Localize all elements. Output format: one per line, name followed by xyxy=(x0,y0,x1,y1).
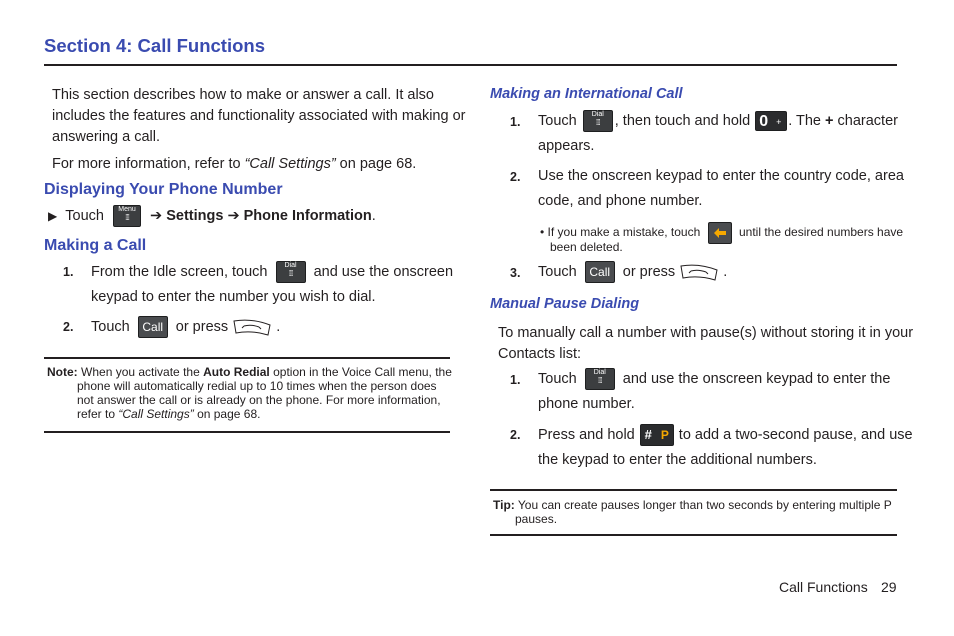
step-number: 1. xyxy=(510,373,521,387)
footer-page-number: 29 xyxy=(881,579,897,595)
international-sub-bullet-cont: been deleted. xyxy=(550,240,623,254)
step-number: 1. xyxy=(63,265,74,279)
international-step1: Touch Dial ⁞⁞⁞ , then touch and hold 0 + . The + character xyxy=(538,111,898,130)
pause-step2-cont: the keypad to enter the additional numbers. xyxy=(538,452,817,468)
pause-step2: Press and hold # P to add a two-second pause, and use xyxy=(538,424,913,446)
pause-step1-cont: phone number. xyxy=(538,396,635,412)
tip-bottom-rule xyxy=(490,534,897,536)
title-rule xyxy=(44,64,897,66)
step-number: 3. xyxy=(510,266,521,280)
pause-intro: Contacts list: xyxy=(498,346,581,362)
international-step3: Touch Call or press . xyxy=(538,261,727,283)
footer-section: Call Functions xyxy=(779,579,868,595)
dial-icon[interactable]: Dial ⁞⁞⁞ xyxy=(276,261,306,283)
call-button-icon[interactable]: Call xyxy=(138,316,168,338)
bullet-arrow-icon: ▶ xyxy=(48,208,58,223)
note-label: Note: xyxy=(47,365,78,379)
tip-top-rule xyxy=(490,489,897,491)
international-heading: Making an International Call xyxy=(490,86,683,102)
intro-line: answering a call. xyxy=(52,129,160,145)
intro-line: This section describes how to make or answer a call. It also xyxy=(52,87,434,103)
note-bottom-rule xyxy=(44,431,450,433)
note-box: Note: When you activate the Auto Redial option in the Voice Call menu, the phone will automatically redial up to 10 times when the person does not answer the call or is already on the phone. For more information, refer to “Call Settings” on page 68. xyxy=(47,365,452,421)
intro-line: includes the features and functionality associated with making or xyxy=(52,108,466,124)
call-settings-reference: “Call Settings” xyxy=(244,156,336,172)
displaying-step: ▶ Touch Menu ⁞⁞⁞ ➔ Settings ➔ Phone Information. xyxy=(48,205,376,227)
international-step2-cont: code, and phone number. xyxy=(538,193,703,209)
pause-heading: Manual Pause Dialing xyxy=(490,296,640,312)
zero-plus-key-icon[interactable]: 0 + xyxy=(755,111,787,131)
menu-icon[interactable]: Menu ⁞⁞⁞ xyxy=(113,205,141,227)
step-number: 2. xyxy=(63,320,74,334)
making-call-step1: From the Idle screen, touch Dial ⁞⁞⁞ and use the onscreen xyxy=(91,261,453,283)
back-arrow-icon xyxy=(713,227,727,239)
step-number: 2. xyxy=(510,428,521,442)
international-sub-bullet: • If you make a mistake, touch until the desired numbers have xyxy=(540,222,903,244)
making-call-step2: Touch Call or press . xyxy=(91,316,280,338)
send-key-icon[interactable] xyxy=(232,317,272,337)
making-call-step1-cont: keypad to enter the number you wish to dial. xyxy=(91,289,376,305)
international-step1-cont: appears. xyxy=(538,138,595,154)
bullet-dot: • xyxy=(540,225,545,240)
hash-pause-key-icon[interactable]: # P xyxy=(640,424,674,446)
international-step2: Use the onscreen keypad to enter the country code, area xyxy=(538,168,904,184)
arrow-icon: ➔ xyxy=(150,207,163,224)
page-title: Section 4: Call Functions xyxy=(44,35,265,56)
step-number: 2. xyxy=(510,170,521,184)
backspace-icon[interactable] xyxy=(708,222,732,244)
dial-icon[interactable]: Dial ⁞⁞⁞ xyxy=(583,110,613,132)
pause-intro: To manually call a number with pause(s) without storing it in your xyxy=(498,325,914,341)
displaying-heading: Displaying Your Phone Number xyxy=(44,181,283,198)
tip-box: Tip: You can create pauses longer than two seconds by entering multiple P pauses. xyxy=(493,498,892,526)
call-button-icon[interactable]: Call xyxy=(585,261,615,283)
arrow-icon: ➔ xyxy=(227,207,240,224)
intro-paragraph xyxy=(52,85,466,148)
making-call-heading: Making a Call xyxy=(44,237,147,254)
pause-step1: Touch Dial ⁞⁞⁞ and use the onscreen keypad to enter the xyxy=(538,368,890,390)
tip-label: Tip: xyxy=(493,498,515,512)
note-top-rule xyxy=(44,357,450,359)
send-key-icon[interactable] xyxy=(679,262,719,282)
intro-more-info: For more information, refer to “Call Settings” on page 68. xyxy=(52,156,417,172)
dial-icon[interactable]: Dial ⁞⁞⁞ xyxy=(585,368,615,390)
step-number: 1. xyxy=(510,115,521,129)
